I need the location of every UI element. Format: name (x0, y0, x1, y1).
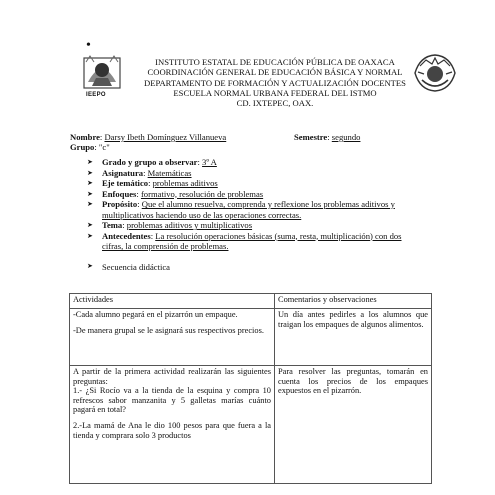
item-label: Tema (102, 220, 123, 230)
arrow-bullet-icon: ➤ (87, 189, 93, 198)
table-header-comments: Comentarios y observaciones (275, 294, 432, 309)
activity-cell (70, 366, 275, 484)
arrow-bullet-icon: ➤ (87, 179, 93, 187)
arrow-bullet-icon: ➤ (87, 200, 93, 208)
item-value: problemas aditivos y multiplicativos (126, 220, 253, 230)
nombre-label: Nombre (70, 132, 100, 142)
list-item: ➤ Asignatura: Matemáticas (87, 167, 192, 178)
bullet-dot-icon: • (86, 38, 91, 53)
semester-line: Semestre: segundo (294, 132, 361, 142)
table-header-activities: Actividades (70, 294, 275, 309)
header-line: ESCUELA NORMAL URBANA FEDERAL DEL ISTMO (173, 87, 377, 98)
semestre-value: segundo (331, 132, 361, 142)
item-value: 3º A (202, 157, 217, 167)
activity-paragraph: -De manera grupal se le asignará sus respectivos precios. (73, 325, 264, 335)
arrow-bullet-icon: ➤ (87, 158, 93, 166)
header-line: COORDINACIÓN GENERAL DE EDUCACIÓN BÁSICA Y NORMAL (147, 67, 403, 78)
institution-header (130, 57, 420, 108)
header-line: DEPARTAMENTO DE FORMACIÓN Y ACTUALIZACIÓN DOCENTES (144, 77, 406, 88)
arrow-bullet-icon: ➤ (87, 221, 93, 229)
table-row (70, 366, 432, 484)
item-label: Grado y grupo a observar (102, 157, 198, 167)
table-row (70, 309, 432, 366)
list-item: ➤ Grado y grupo a observar: 3º A (87, 157, 217, 167)
header-line: INSTITUTO ESTATAL DE EDUCACIÓN PÚBLICA DE OAXACA (155, 57, 395, 67)
item-value: Que el alumno resuelva, comprenda y reflexione los problemas aditivos y multiplicativos haciendo uso de las operaciones correctas. (102, 199, 395, 220)
list-item: ➤ Antecedentes: La resolución operaciones básicas (suma, resta, multiplicación) con dos cifras, la comprensión de problemas. (87, 230, 402, 251)
semestre-label: Semestre (294, 132, 328, 142)
item-label: Eje temático (102, 178, 149, 188)
list-item: ➤ Propósito: Que el alumno resuelva, comprenda y reflexione los problemas aditivos y multiplicativos haciendo uso de las operaciones correctas. (87, 199, 395, 220)
student-name-line: Nombre: Darsy Ibeth Domínguez Villanueva (70, 132, 227, 142)
activity-cell (70, 309, 275, 366)
grupo-value: "c" (98, 142, 110, 152)
arrow-bullet-icon: ➤ (87, 168, 93, 177)
item-value: formativo, resolución de problemas (140, 188, 264, 199)
item-label: Enfoques (102, 188, 137, 199)
ieepo-logo-icon (80, 52, 124, 94)
activity-paragraph: 2.-La mamá de Ana le dio 100 pesos para que fuera a la tienda y comprara solo 3 productos (73, 420, 271, 440)
arrow-bullet-icon: ➤ (87, 262, 93, 270)
activity-paragraph: 1.- ¿Si Rocío va a la tienda de la esquina y compra 10 refrescos sabor manzanita y 5 galletas marías cuánto pagará en total? (73, 386, 271, 415)
sequence-label: Secuencia didáctica (102, 262, 170, 272)
item-value: Matemáticas (147, 167, 192, 178)
arrow-bullet-icon: ➤ (87, 231, 93, 240)
nombre-value: Darsy Ibeth Domínguez Villanueva (104, 132, 227, 142)
item-label: Antecedentes (102, 230, 151, 241)
grupo-label: Grupo (70, 142, 95, 152)
activity-paragraph: A partir de la primera actividad realizarán las siguientes preguntas: (73, 367, 271, 386)
list-item: ➤ Eje temático: problemas aditivos (87, 178, 218, 188)
comment-cell: Para resolver las preguntas, tomarán en cuenta los precios de los empaques expuestos en el pizarrón. (275, 366, 432, 484)
item-label: Propósito (102, 199, 138, 209)
table-header-row (70, 294, 432, 309)
item-value: problemas aditivos (152, 178, 218, 188)
group-line: Grupo: "c" (70, 142, 110, 152)
activities-table (69, 293, 432, 484)
item-value: La resolución operaciones básicas (suma, resta, multiplicación) con dos cifras, la comprensión de problemas. (102, 230, 402, 251)
list-item: ➤ Tema: problemas aditivos y multiplicativos (87, 220, 253, 230)
activity-paragraph: -Cada alumno pegará en el pizarrón un empaque. (73, 310, 238, 319)
lesson-info-list (87, 157, 417, 252)
sequence-heading (87, 262, 170, 272)
list-item: ➤ Enfoques: formativo, resolución de problemas (87, 188, 264, 199)
item-label: Asignatura (102, 167, 144, 178)
header-line: CD. IXTEPEC, OAX. (236, 98, 314, 109)
ieepo-logo-text: IEEPO (86, 92, 106, 98)
comment-cell: Un día antes pedirles a los alumnos que traigan los empaques de algunos alimentos. (275, 309, 432, 366)
